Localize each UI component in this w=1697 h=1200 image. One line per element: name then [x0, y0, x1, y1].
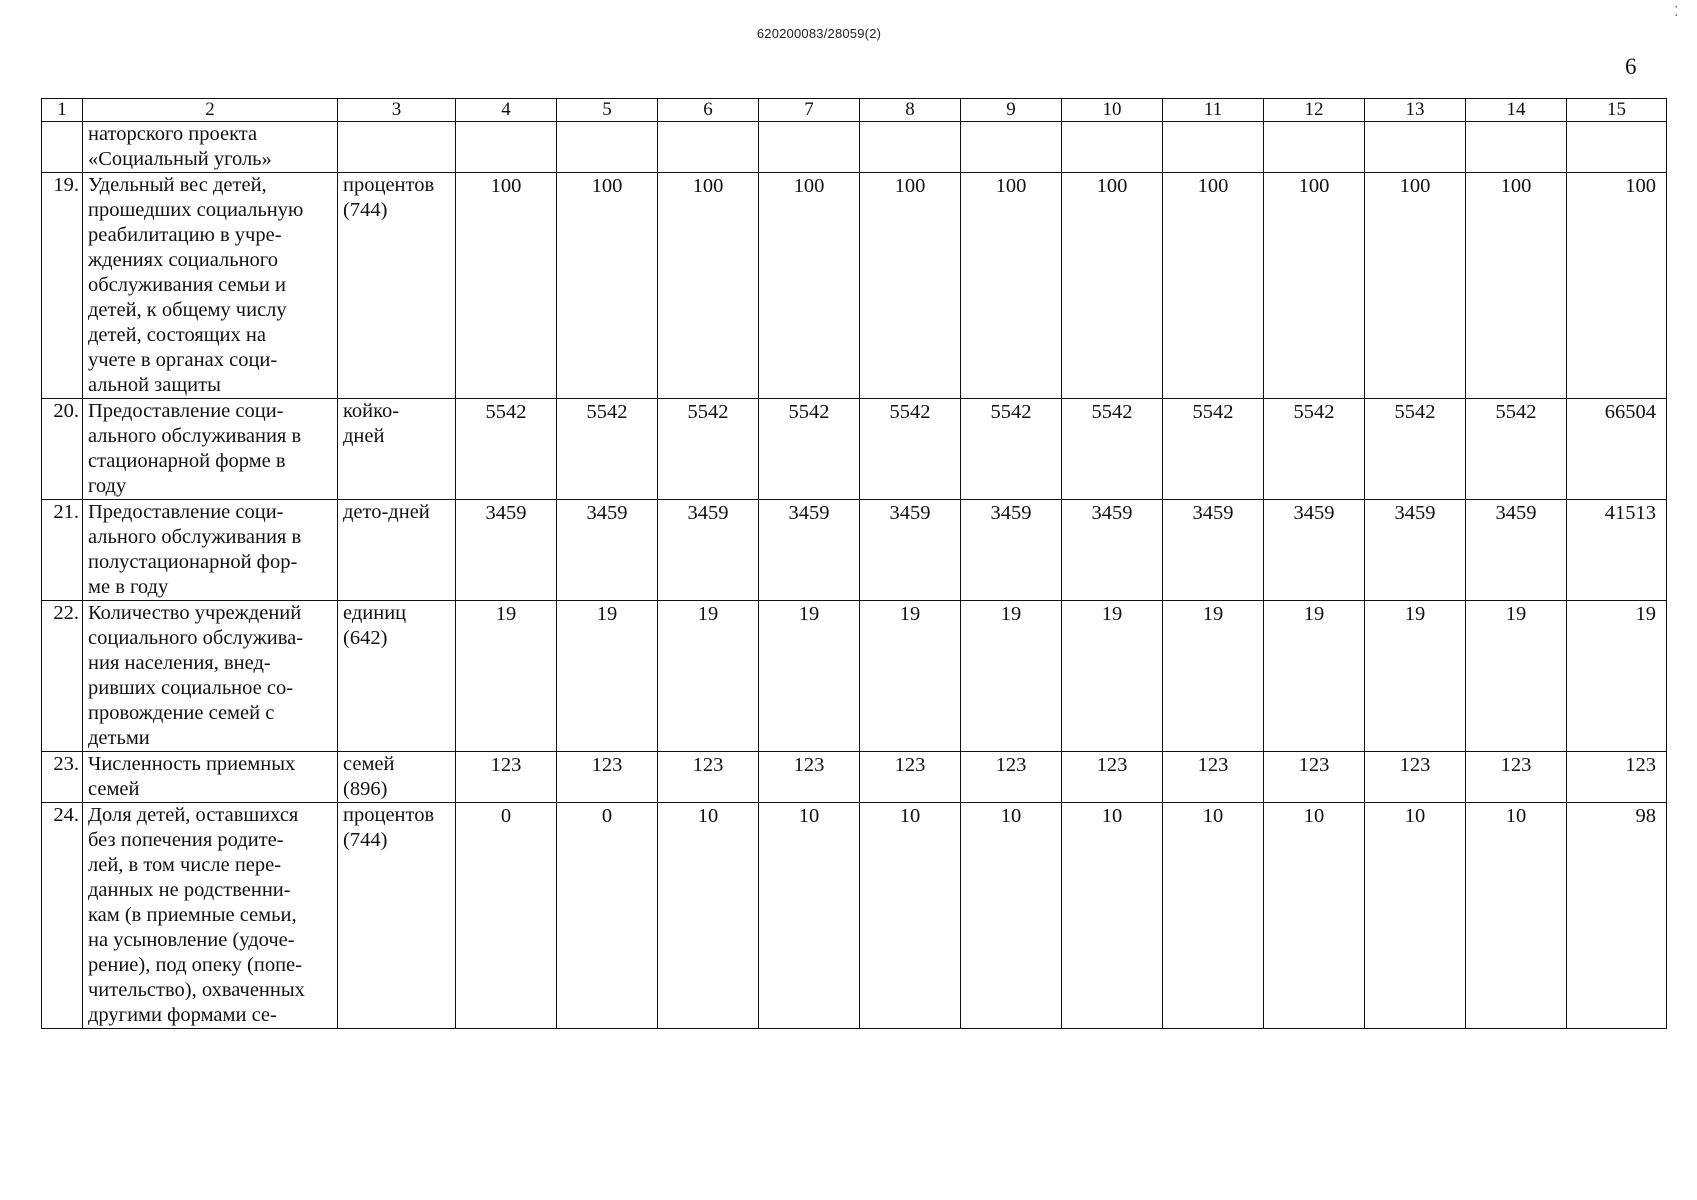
table-body	[42, 99, 1667, 1029]
unit-cell: единиц (642)	[338, 601, 456, 752]
value-cell: 100	[1062, 173, 1163, 399]
table-row	[42, 173, 1667, 399]
indicator-name-cell: Доля детей, оставшихся без попечения родите- лей, в том числе пере- данных не родственни- кам (в приемные семьи, на усыновление (удоче- рение), под опеку (попе- чительство), охваченных другими формами се-	[83, 803, 338, 1029]
row-number-cell: 19.	[42, 173, 83, 399]
column-number-cell: 2	[83, 99, 338, 122]
row-number-cell: 23.	[42, 752, 83, 803]
value-cell	[658, 122, 759, 173]
value-cell	[557, 122, 658, 173]
indicator-table-wrapper	[41, 98, 1667, 1029]
value-cell: 123	[1365, 752, 1466, 803]
value-cell: 123	[860, 752, 961, 803]
column-number-cell: 9	[961, 99, 1062, 122]
unit-cell: процентов (744)	[338, 173, 456, 399]
unit-cell	[338, 122, 456, 173]
value-cell: 10	[1365, 803, 1466, 1029]
value-cell: 19	[1567, 601, 1667, 752]
value-cell: 100	[658, 173, 759, 399]
value-cell: 3459	[557, 500, 658, 601]
value-cell: 10	[759, 803, 860, 1029]
table-row	[42, 803, 1667, 1029]
column-number-cell: 5	[557, 99, 658, 122]
value-cell: 19	[456, 601, 557, 752]
row-number-cell: 21.	[42, 500, 83, 601]
value-cell: 100	[1264, 173, 1365, 399]
value-cell: 3459	[1062, 500, 1163, 601]
value-cell	[860, 122, 961, 173]
value-cell: 10	[1062, 803, 1163, 1029]
column-number-row	[42, 99, 1667, 122]
value-cell: 0	[456, 803, 557, 1029]
indicator-name-cell: Удельный вес детей, прошедших социальную реабилитацию в учре- ждениях социального обслуживания семьи и детей, к общему числу детей, состоящих на учете в органах соци- альной защиты	[83, 173, 338, 399]
value-cell	[1365, 122, 1466, 173]
value-cell: 19	[1466, 601, 1567, 752]
value-cell: 5542	[961, 399, 1062, 500]
value-cell: 3459	[456, 500, 557, 601]
value-cell: 19	[961, 601, 1062, 752]
table-row	[42, 601, 1667, 752]
value-cell: 100	[1163, 173, 1264, 399]
value-cell	[456, 122, 557, 173]
indicator-name-cell: Предоставление соци- ального обслуживания в стационарной форме в году	[83, 399, 338, 500]
column-number-cell: 14	[1466, 99, 1567, 122]
value-cell: 5542	[1062, 399, 1163, 500]
value-cell: 123	[759, 752, 860, 803]
value-cell: 5542	[456, 399, 557, 500]
value-cell: 10	[658, 803, 759, 1029]
value-cell: 123	[1567, 752, 1667, 803]
value-cell: 10	[860, 803, 961, 1029]
value-cell: 19	[1163, 601, 1264, 752]
row-number-cell: 24.	[42, 803, 83, 1029]
indicator-name-cell: Предоставление соци- ального обслуживания в полустационарной фор- ме в году	[83, 500, 338, 601]
unit-cell: дето-дней	[338, 500, 456, 601]
value-cell: 5542	[1264, 399, 1365, 500]
value-cell: 98	[1567, 803, 1667, 1029]
row-number-cell: 22.	[42, 601, 83, 752]
indicator-name-cell: Численность приемных семей	[83, 752, 338, 803]
value-cell: 19	[557, 601, 658, 752]
table-row	[42, 752, 1667, 803]
unit-cell: семей (896)	[338, 752, 456, 803]
indicator-name-cell: наторского проекта «Социальный уголь»	[83, 122, 338, 173]
value-cell: 123	[961, 752, 1062, 803]
value-cell: 41513	[1567, 500, 1667, 601]
value-cell: 10	[1264, 803, 1365, 1029]
value-cell: 100	[1466, 173, 1567, 399]
value-cell	[1163, 122, 1264, 173]
value-cell	[1466, 122, 1567, 173]
value-cell: 100	[860, 173, 961, 399]
value-cell: 5542	[860, 399, 961, 500]
value-cell: 19	[658, 601, 759, 752]
value-cell: 100	[1365, 173, 1466, 399]
row-number-cell	[42, 122, 83, 173]
column-number-cell: 10	[1062, 99, 1163, 122]
column-number-cell: 12	[1264, 99, 1365, 122]
value-cell: 10	[1163, 803, 1264, 1029]
table-row	[42, 122, 1667, 173]
value-cell: 100	[557, 173, 658, 399]
column-number-cell: 6	[658, 99, 759, 122]
value-cell: 3459	[1365, 500, 1466, 601]
value-cell: 3459	[658, 500, 759, 601]
column-number-cell: 3	[338, 99, 456, 122]
value-cell: 123	[1466, 752, 1567, 803]
value-cell: 5542	[658, 399, 759, 500]
value-cell: 10	[961, 803, 1062, 1029]
value-cell: 100	[961, 173, 1062, 399]
value-cell: 5542	[1365, 399, 1466, 500]
value-cell: 3459	[961, 500, 1062, 601]
value-cell: 66504	[1567, 399, 1667, 500]
value-cell	[1567, 122, 1667, 173]
column-number-cell: 8	[860, 99, 961, 122]
value-cell: 19	[1264, 601, 1365, 752]
column-number-cell: 4	[456, 99, 557, 122]
page-number: 6	[1625, 54, 1637, 79]
column-number-cell: 15	[1567, 99, 1667, 122]
value-cell: 10	[1466, 803, 1567, 1029]
value-cell: 5542	[1466, 399, 1567, 500]
table-row	[42, 399, 1667, 500]
table-row	[42, 500, 1667, 601]
unit-cell: койко- дней	[338, 399, 456, 500]
value-cell: 3459	[1466, 500, 1567, 601]
column-number-cell: 7	[759, 99, 860, 122]
value-cell: 123	[658, 752, 759, 803]
indicator-name-cell: Количество учреждений социального обслужива- ния населения, внед- ривших социальное со- провождение семей с детьми	[83, 601, 338, 752]
value-cell: 5542	[759, 399, 860, 500]
value-cell: 19	[860, 601, 961, 752]
value-cell: 3459	[759, 500, 860, 601]
value-cell: 0	[557, 803, 658, 1029]
scan-mark-icon: ⁚	[1674, 5, 1679, 20]
indicator-table	[41, 98, 1667, 1029]
value-cell: 3459	[1163, 500, 1264, 601]
value-cell: 5542	[557, 399, 658, 500]
value-cell: 123	[1062, 752, 1163, 803]
value-cell	[759, 122, 860, 173]
value-cell	[1062, 122, 1163, 173]
value-cell: 19	[1062, 601, 1163, 752]
value-cell: 123	[456, 752, 557, 803]
value-cell	[1264, 122, 1365, 173]
value-cell: 19	[1365, 601, 1466, 752]
value-cell: 123	[1264, 752, 1365, 803]
column-number-cell: 13	[1365, 99, 1466, 122]
value-cell: 100	[759, 173, 860, 399]
value-cell: 100	[1567, 173, 1667, 399]
column-number-cell: 11	[1163, 99, 1264, 122]
value-cell: 123	[557, 752, 658, 803]
value-cell: 3459	[860, 500, 961, 601]
value-cell	[961, 122, 1062, 173]
column-number-cell: 1	[42, 99, 83, 122]
document-number: 620200083/28059(2)	[756, 26, 882, 41]
value-cell: 3459	[1264, 500, 1365, 601]
value-cell: 100	[456, 173, 557, 399]
value-cell: 19	[759, 601, 860, 752]
value-cell: 123	[1163, 752, 1264, 803]
value-cell: 5542	[1163, 399, 1264, 500]
unit-cell: процентов (744)	[338, 803, 456, 1029]
row-number-cell: 20.	[42, 399, 83, 500]
